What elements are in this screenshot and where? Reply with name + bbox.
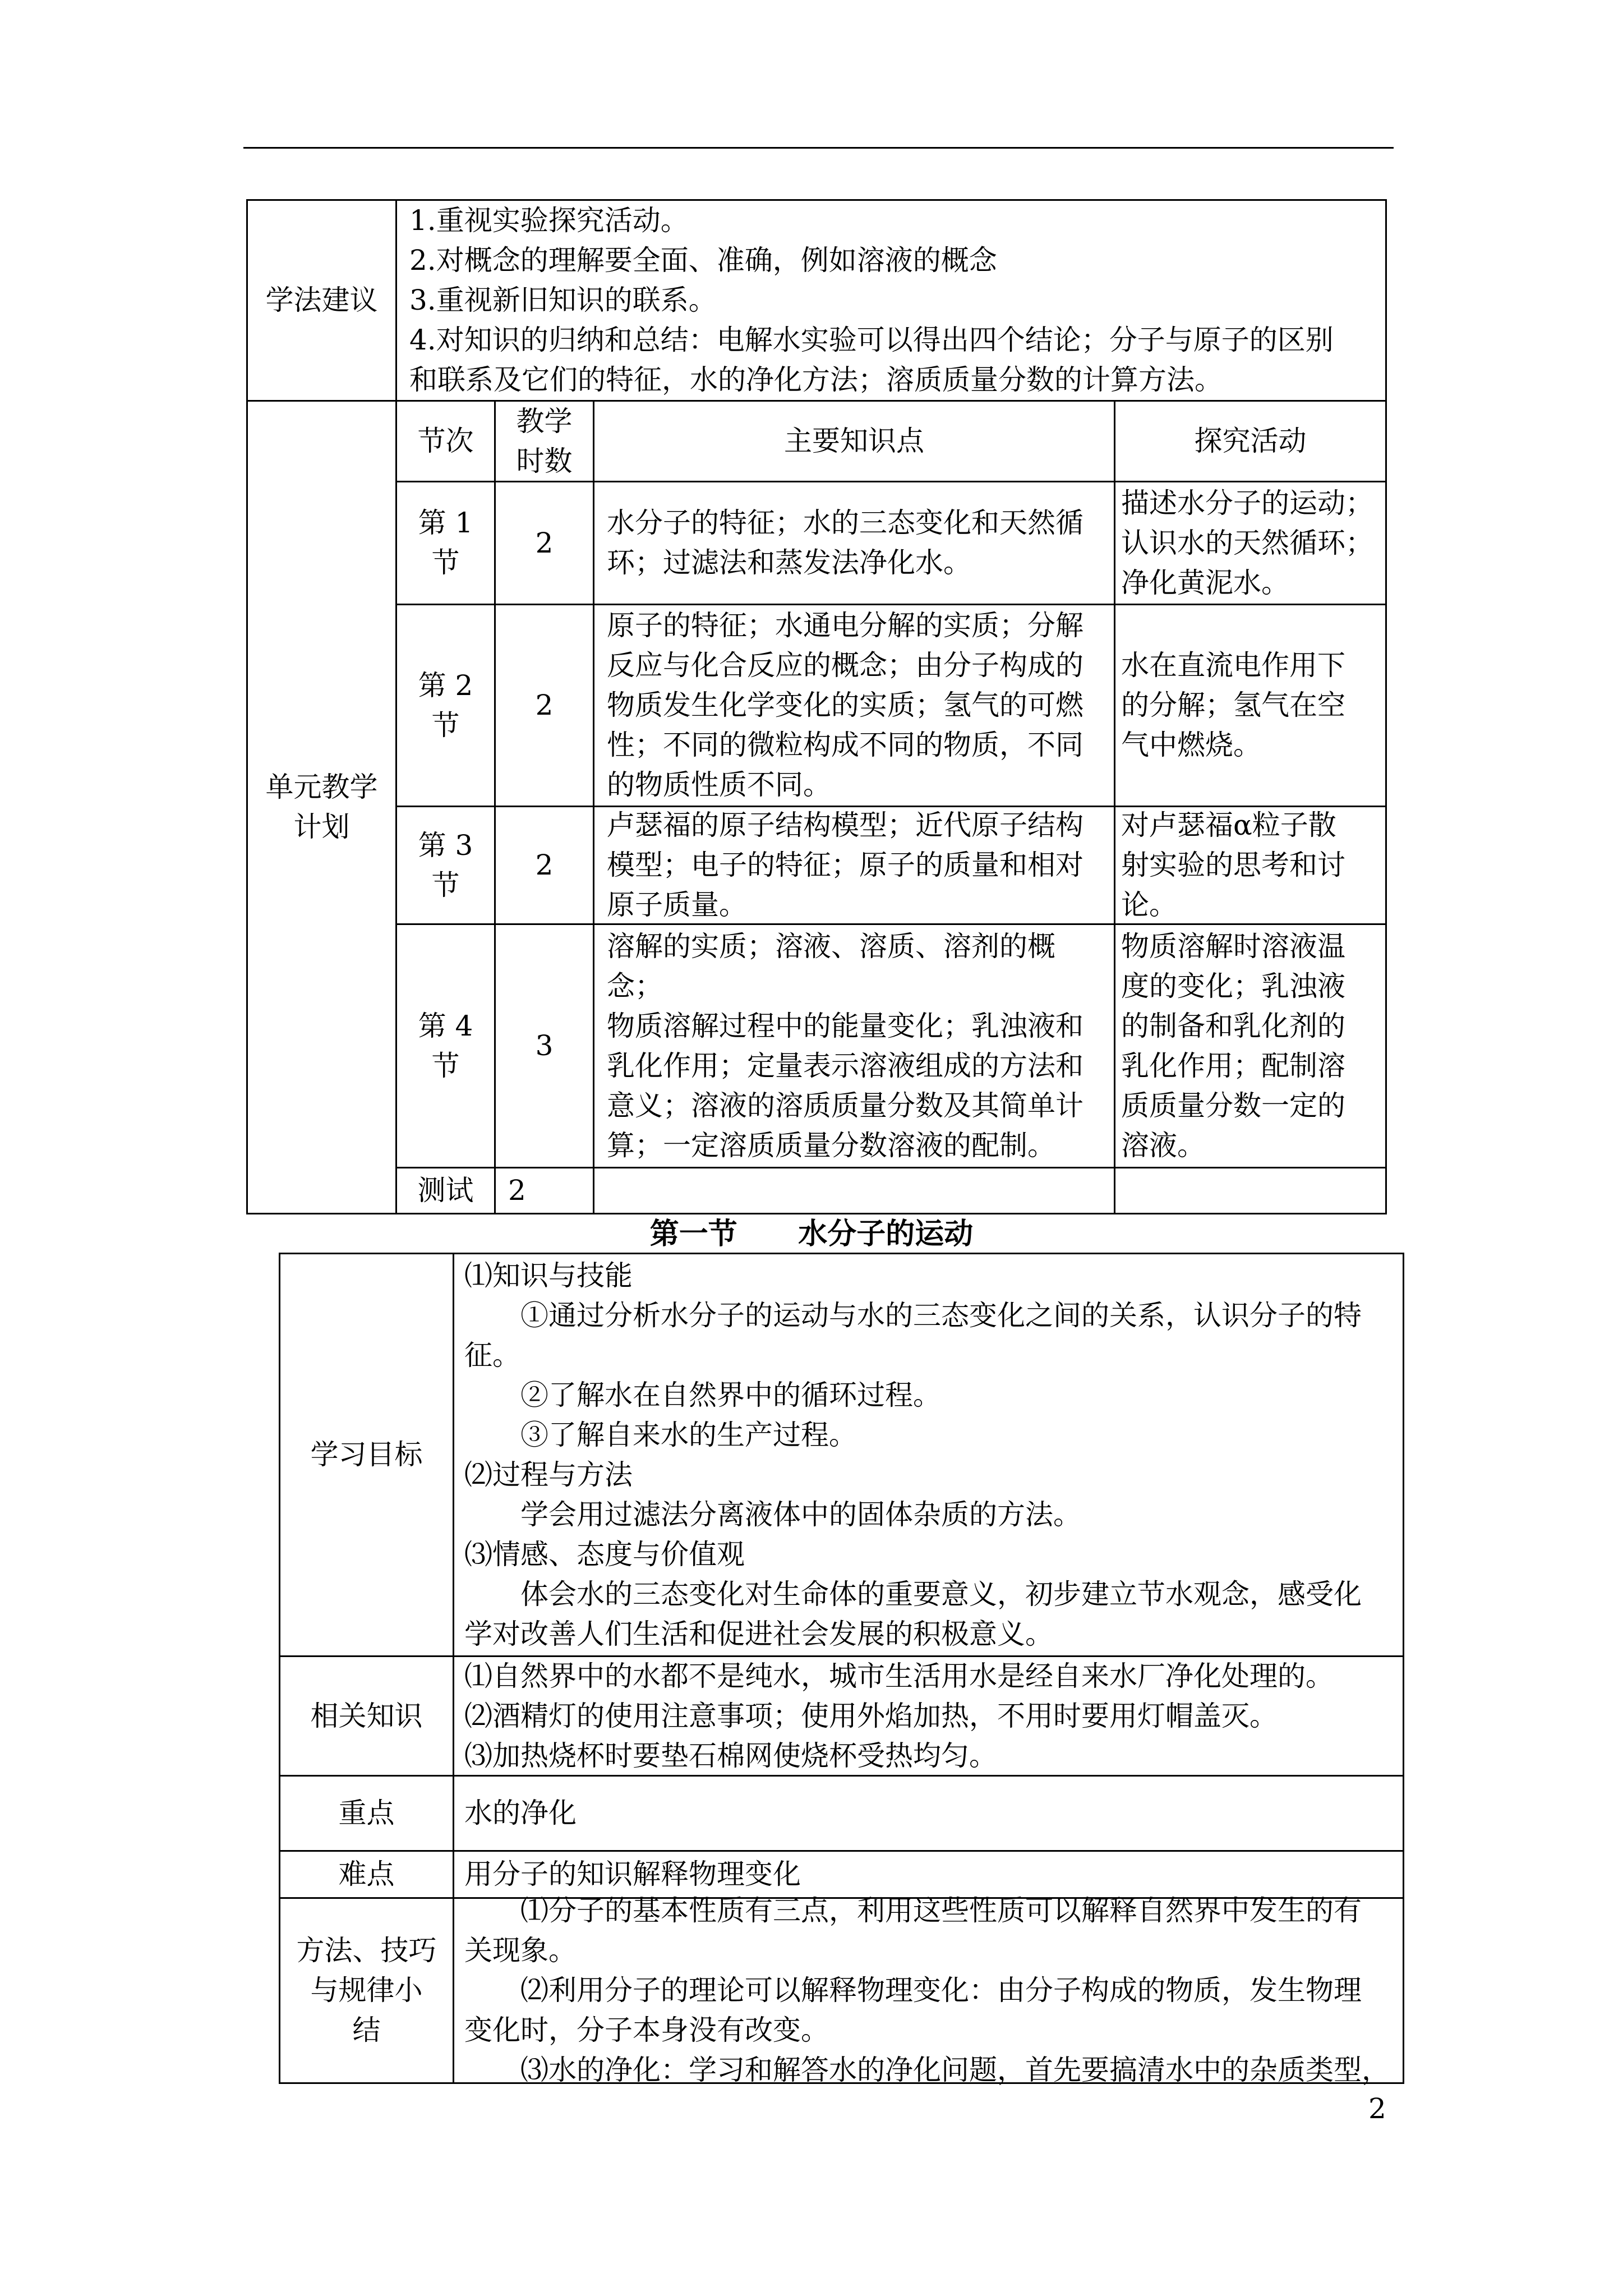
header-hours: 教学 时数 (494, 400, 594, 482)
row-hours: 3 (494, 923, 594, 1168)
row-points: 原子的特征；水通电分解的实质；分解 反应与化合反应的概念；由分子构成的 物质发生化学变化的实质；氢气的可燃 性；不同的微粒构成不同的物质，不同 的物质性质不同。 (593, 604, 1115, 807)
difficulty-text: 用分子的知识解释物理变化 (453, 1850, 1404, 1899)
row-points (593, 1167, 1115, 1214)
key-point-text: 水的净化 (453, 1775, 1404, 1852)
difficulty-label: 难点 (279, 1850, 454, 1899)
row-activity: 水在直流电作用下 的分解；氢气在空 气中燃烧。 (1114, 604, 1387, 807)
key-point-label: 重点 (279, 1775, 454, 1852)
row-points: 溶解的实质；溶液、溶质、溶剂的概念； 物质溶解过程中的能量变化；乳浊液和 乳化作用；定量表示溶液组成的方法和 意义；溶液的溶质质量分数及其简单计 算；一定溶质质量分数溶液的配制。 (593, 923, 1115, 1168)
row-section: 第 3 节 (395, 806, 496, 925)
row-hours: 2 (494, 481, 594, 605)
section-title: 第一节 水分子的运动 (649, 1217, 974, 1251)
row-activity: 物质溶解时溶液温 度的变化；乳浊液 的制备和乳化剂的 乳化作用；配制溶 质质量分数一定的 溶液。 (1114, 923, 1387, 1168)
row-section: 第 4 节 (395, 923, 496, 1168)
row-activity: 对卢瑟福α粒子散 射实验的思考和讨 论。 (1114, 806, 1387, 925)
header-knowledge-points: 主要知识点 (593, 400, 1115, 482)
study-advice-label: 学法建议 (246, 199, 397, 402)
header-section: 节次 (395, 400, 496, 482)
row-points: 水分子的特征；水的三态变化和天然循 环；过滤法和蒸发法净化水。 (593, 481, 1115, 605)
methods-summary-text: ⑴分子的基本性质有三点，利用这些性质可以解释自然界中发生的有 关现象。 ⑵利用分子的理论可以解释物理变化：由分子构成的物质，发生物理 变化时，分子本身没有改变。 ⑶水的净化：学习和解答水的净化问题，首先要搞清水中的杂质类型， (453, 1897, 1404, 2084)
objectives-text: ⑴知识与技能 ①通过分析水分子的运动与水的三态变化之间的关系，认识分子的特 征。 ②了解水在自然界中的循环过程。 ③了解自来水的生产过程。 ⑵过程与方法 学会用过滤法分离液体中的固体杂质的方法。 ⑶情感、态度与价值观 体会水的三态变化对生命体的重要意义，初步建立节水观念，感受化 学对改善人们生活和促进社会发展的积极意义。 (453, 1253, 1404, 1657)
related-knowledge-label: 相关知识 (279, 1655, 454, 1777)
study-advice-text: 1.重视实验探究活动。 2.对概念的理解要全面、准确，例如溶液的概念 3.重视新旧知识的联系。 4.对知识的归纳和总结：电解水实验可以得出四个结论；分子与原子的区别 和联系及它们的特征，水的净化方法；溶质质量分数的计算方法。 (395, 199, 1387, 402)
row-section: 测试 (395, 1167, 496, 1214)
unit-plan-label: 单元教学 计划 (246, 400, 397, 1214)
row-section: 第 1 节 (395, 481, 496, 605)
row-hours: 2 (494, 604, 594, 807)
objectives-label: 学习目标 (279, 1253, 454, 1657)
row-section: 第 2 节 (395, 604, 496, 807)
page-number: 2 (1368, 2092, 1386, 2125)
related-knowledge-text: ⑴自然界中的水都不是纯水，城市生活用水是经自来水厂净化处理的。 ⑵酒精灯的使用注意事项；使用外焰加热，不用时要用灯帽盖灭。 ⑶加热烧杯时要垫石棉网使烧杯受热均匀。 (453, 1655, 1404, 1777)
row-activity: 描述水分子的运动； 认识水的天然循环； 净化黄泥水。 (1114, 481, 1387, 605)
methods-summary-label: 方法、技巧 与规律小 结 (279, 1897, 454, 2084)
header-activities: 探究活动 (1114, 400, 1387, 482)
row-hours: 2 (494, 806, 594, 925)
row-hours: 2 (494, 1167, 594, 1214)
header-rule (243, 147, 1394, 149)
row-points: 卢瑟福的原子结构模型；近代原子结构 模型；电子的特征；原子的质量和相对 原子质量。 (593, 806, 1115, 925)
row-activity (1114, 1167, 1387, 1214)
